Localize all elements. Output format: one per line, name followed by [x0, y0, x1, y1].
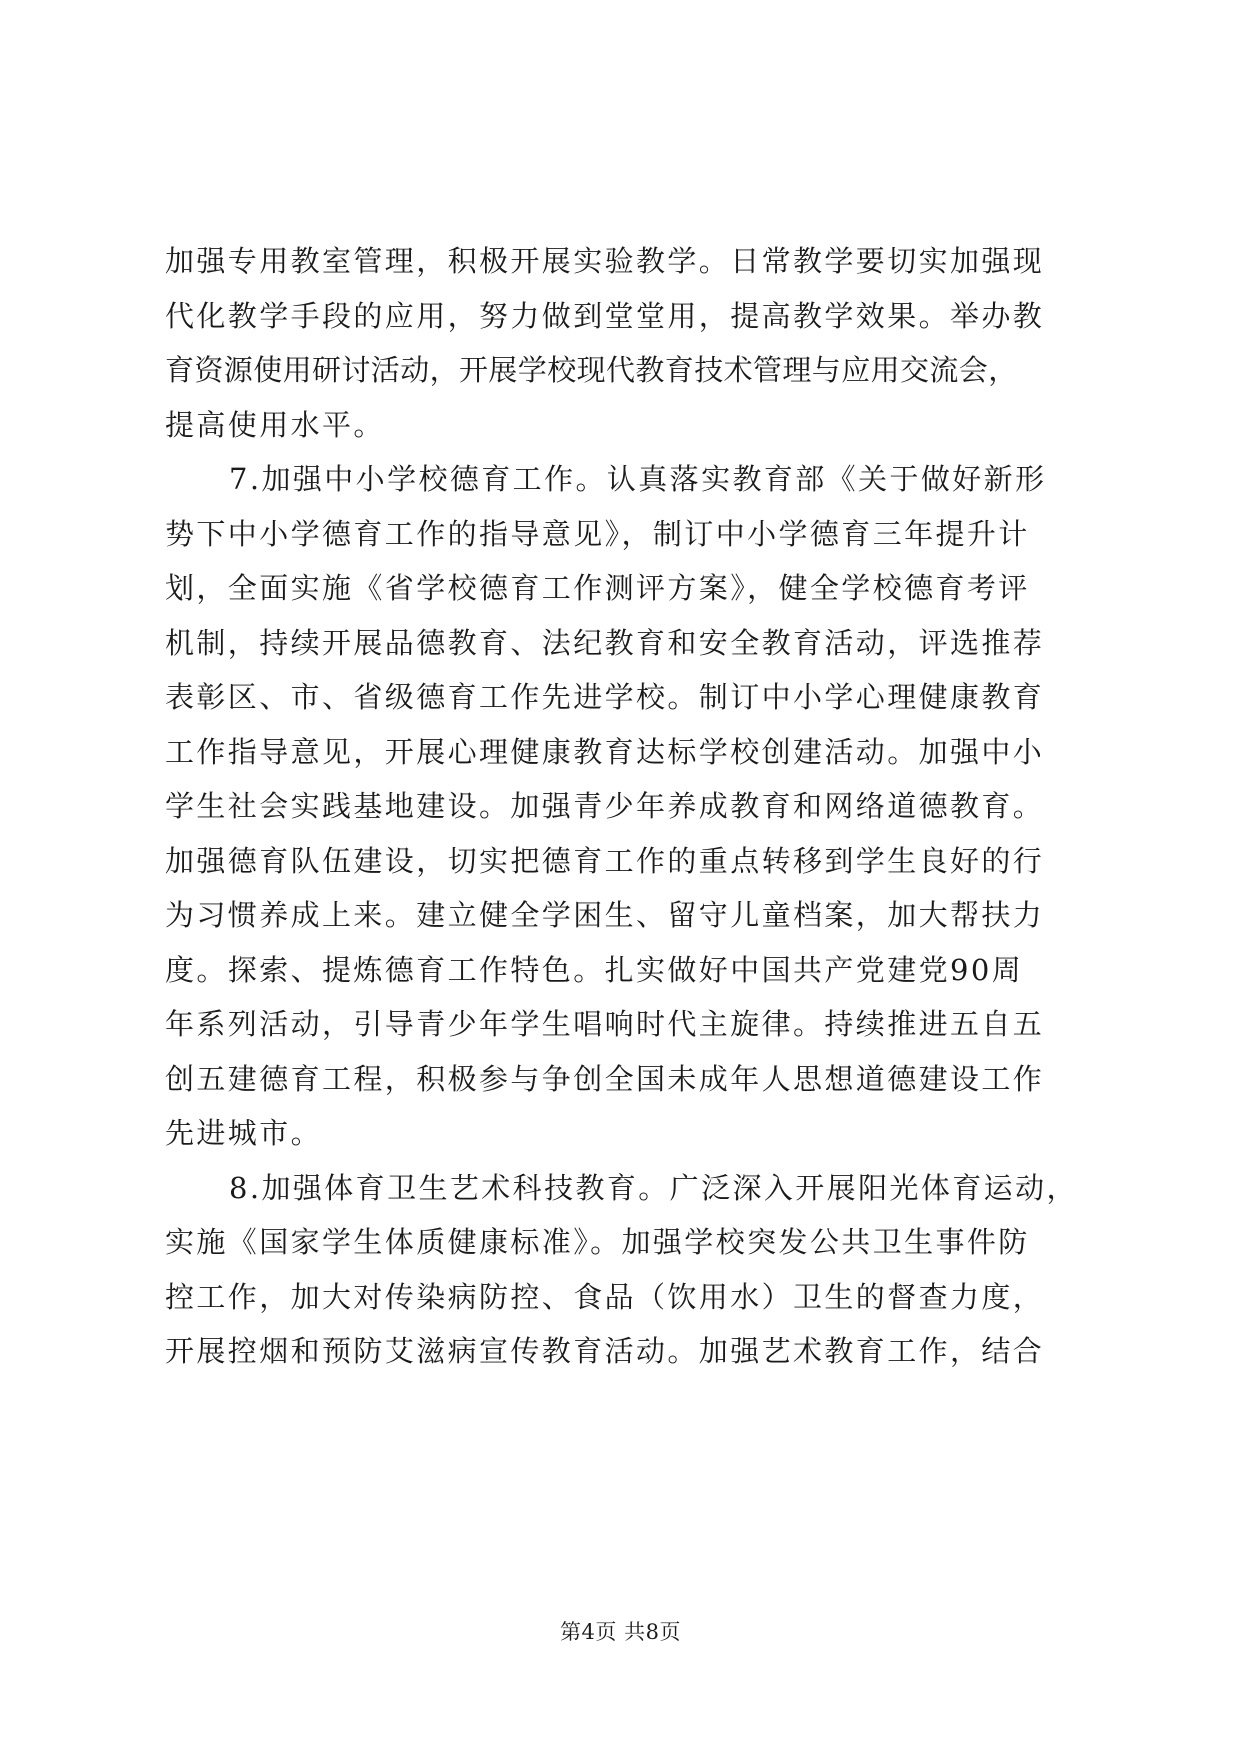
- text-line: 机制，持续开展品德教育、法纪教育和安全教育活动，评选推荐: [165, 625, 1045, 660]
- text-line: 工作指导意见，开展心理健康教育达标学校创建活动。加强中小: [165, 734, 1045, 769]
- text-line: 度。探索、提炼德育工作特色。扎实做好中国共产党建党90周: [165, 952, 1024, 987]
- paragraph-7-heading-line: 7.加强中小学校德育工作。认真落实教育部《关于做好新形: [229, 462, 1047, 496]
- text-line: 加强专用教室管理，积极开展实验教学。日常教学要切实加强现: [165, 244, 1045, 278]
- text-line: 学生社会实践基地建设。加强青少年养成教育和网络道德教育。: [165, 789, 1045, 823]
- text-line: 育资源使用研讨活动，开展学校现代教育技术管理与应用交流会，: [165, 353, 1018, 387]
- text-line: 势下中小学德育工作的指导意见》，制订中小学德育三年提升计: [165, 516, 1030, 551]
- text-line: 加强德育队伍建设，切实把德育工作的重点转移到学生良好的行: [165, 843, 1045, 878]
- text-line: 提高使用水平。: [165, 407, 385, 442]
- text-line: 实施《国家学生体质健康标准》。加强学校突发公共卫生事件防: [165, 1225, 1030, 1259]
- paragraph-8-heading-line: 8.加强体育卫生艺术科技教育。广泛深入开展阳光体育运动，: [229, 1170, 1078, 1205]
- text-line: 划，全面实施《省学校德育工作测评方案》，健全学校德育考评: [165, 571, 1030, 605]
- text-line: 控工作，加大对传染病防控、食品（饮用水）卫生的督查力度，: [165, 1279, 1045, 1314]
- text-line: 创五建德育工程，积极参与争创全国未成年人思想道德建设工作: [165, 1061, 1045, 1096]
- text-line: 先进城市。: [165, 1116, 323, 1150]
- text-line: 代化教学手段的应用，努力做到堂堂用，提高教学效果。举办教: [165, 298, 1045, 333]
- text-line: 年系列活动，引导青少年学生唱响时代主旋律。持续推进五自五: [165, 1007, 1045, 1041]
- page-number-footer: 第4页 共8页: [560, 1620, 681, 1644]
- text-line: 开展控烟和预防艾滋病宣传教育活动。加强艺术教育工作，结合: [165, 1334, 1045, 1368]
- text-line: 表彰区、市、省级德育工作先进学校。制订中小学心理健康教育: [165, 680, 1045, 714]
- document-body: [165, 234, 1085, 1379]
- text-line: 为习惯养成上来。建立健全学困生、留守儿童档案，加大帮扶力: [165, 898, 1045, 932]
